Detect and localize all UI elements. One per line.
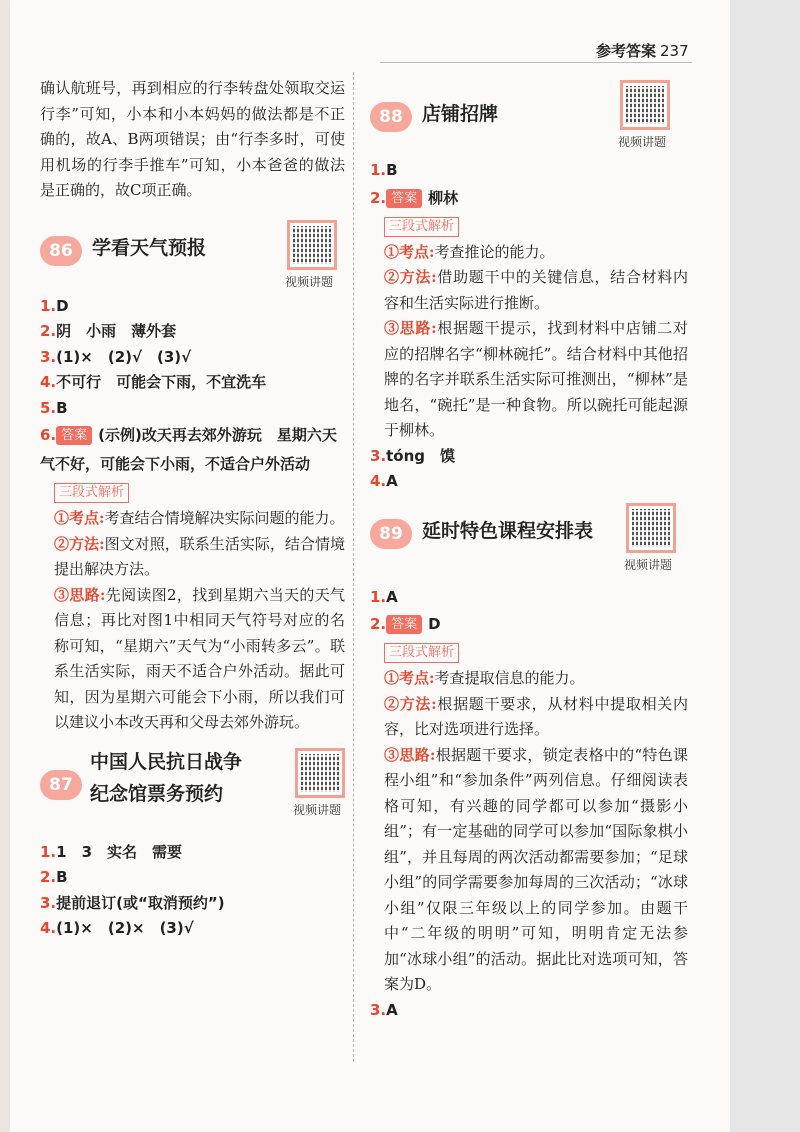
answer-item: 3.tóng 馍 [370, 446, 456, 465]
qr-code-icon[interactable] [620, 80, 670, 130]
qr-code-icon[interactable] [295, 748, 345, 798]
section-title-line1: 中国人民抗日战争 [90, 750, 243, 773]
analysis-point: ①考点:考查推论的能力。 [384, 242, 555, 261]
answer-item: 2.阴 小雨 薄外套 [40, 322, 177, 340]
answers-86 [40, 294, 345, 736]
answer-item: 4.不可行 可能会下雨，不宜洗车 [40, 373, 267, 391]
analysis-method: ②方法:借助题干中的关键信息，结合材料内容和生活实际进行推断。 [384, 268, 688, 312]
analysis-label: 三段式解析 [384, 217, 459, 237]
answer-item: 4.(1)× (2)× (3)√ [40, 919, 194, 937]
section-number-badge: 87 [40, 770, 82, 800]
section-88-header [370, 92, 688, 158]
qr-caption: 视频讲题 [292, 802, 341, 817]
section-title-line2: 纪念馆票务预约 [90, 782, 224, 805]
analysis-method: ②方法:根据题干要求，从材料中提取相关内容，比对选项进行选择。 [384, 694, 688, 738]
answers-88 [370, 158, 688, 495]
answer-tag: 答案 [386, 189, 422, 208]
qr-code-icon[interactable] [626, 503, 676, 553]
section-89-header [370, 509, 688, 585]
section-number-badge: 89 [370, 519, 412, 549]
answer-item: 4.A [370, 472, 398, 490]
analysis-reasoning: ③思路:先阅读图2，找到星期六当天的天气信息；再比对图1中相同天气符号对应的名称可知，“星期六”天气为“小雨转多云”。联系生活实际，雨天不适合户外活动。据此可知，因为星期六可能会下小雨，所以我们可以建议小本改天再和父母去郊外游玩。 [54, 585, 346, 731]
answer-item: 3.提前退订(或“取消预约”) [40, 893, 225, 912]
page-header [596, 40, 689, 61]
analysis-method: ②方法:图文对照，联系生活实际，结合情境提出解决方法。 [54, 534, 345, 578]
section-title: 学看天气预报 [92, 236, 207, 259]
qr-code-icon[interactable] [287, 220, 337, 270]
section-title: 店铺招牌 [422, 103, 499, 125]
answer-item: 1.D [40, 296, 69, 315]
answer-item: 6. 答案 (示例)改天再去郊外游玩 星期六天气不好，可能会下小雨，不适合户外活动 [40, 426, 337, 473]
left-column [40, 76, 345, 942]
analysis-point: ①考点:考查提取信息的能力。 [384, 669, 585, 687]
section-number-badge: 88 [370, 102, 412, 132]
intro-paragraph: 确认航班号，再到相应的行李转盘处领取交运行李”可知，小本和小本妈妈的做法都是不正确的，故A、B两项错误；由“行李多时，可使用机场的行李手推车”可知，小本爸爸的做法是正确的，故C项正确。 [40, 79, 345, 199]
analysis-label: 三段式解析 [54, 483, 129, 503]
analysis-reasoning: ③思路:根据题干要求，锁定表格中的“特色课程小组”和“参加条件”两列信息。仔细阅读表格可知，有兴趣的同学都可以参加“摄影小组”；有一定基础的同学可以参加“国际象棋小组”，并且每周的两次活动都需要参加；“足球小组”的同学需要参加每周的三次活动；“冰球小组”仅限三年级以上的同学参加。由题干中“二年级的明明”可知，明明肯定无法参加“冰球小组”的活动。据此比对选项可知，答案为D。 [384, 745, 688, 993]
section-title: 延时特色课程安排表 [422, 519, 594, 542]
section-87-header [40, 744, 345, 840]
answer-item: 1.B [370, 161, 398, 179]
answer-item: 5.B [40, 398, 68, 417]
answer-item: 2. 答案 D [370, 615, 441, 633]
qr-caption: 视频讲题 [284, 274, 333, 289]
answer-item: 2. 答案 柳林 [370, 188, 459, 207]
qr-caption: 视频讲题 [617, 135, 666, 149]
section-86-header [40, 226, 345, 288]
column-divider [353, 72, 354, 1062]
header-title: 参考答案 [596, 42, 657, 60]
answer-item: 3.(1)× (2)√ (3)√ [40, 347, 192, 366]
answer-item: 3.A [370, 1000, 398, 1019]
answer-tag: 答案 [56, 426, 92, 445]
answer-item: 1.1 3 实名 需要 [40, 842, 183, 861]
qr-caption: 视频讲题 [623, 557, 672, 572]
answer-item: 2.B [40, 868, 68, 886]
header-rule [380, 62, 692, 63]
analysis-reasoning: ③思路:根据题干提示，找到材料中店铺二对应的招牌名字“柳林碗托”。结合材料中其他招牌的名字并联系生活实际可推测出，“柳林”是地名，“碗托”是一种食物。所以碗托可能起源于柳林。 [384, 319, 688, 439]
analysis-point: ①考点:考查结合情境解决实际问题的能力。 [54, 509, 345, 527]
right-column [370, 92, 688, 1023]
answers-89 [370, 585, 688, 1024]
scan-margin [730, 0, 800, 1132]
analysis-label: 三段式解析 [384, 643, 459, 663]
answers-87 [40, 840, 345, 942]
answer-tag: 答案 [386, 615, 422, 634]
section-number-badge: 86 [40, 236, 82, 266]
page-number: 237 [660, 42, 689, 60]
page-left-edge [0, 0, 10, 1132]
answer-item: 1.A [370, 587, 398, 606]
